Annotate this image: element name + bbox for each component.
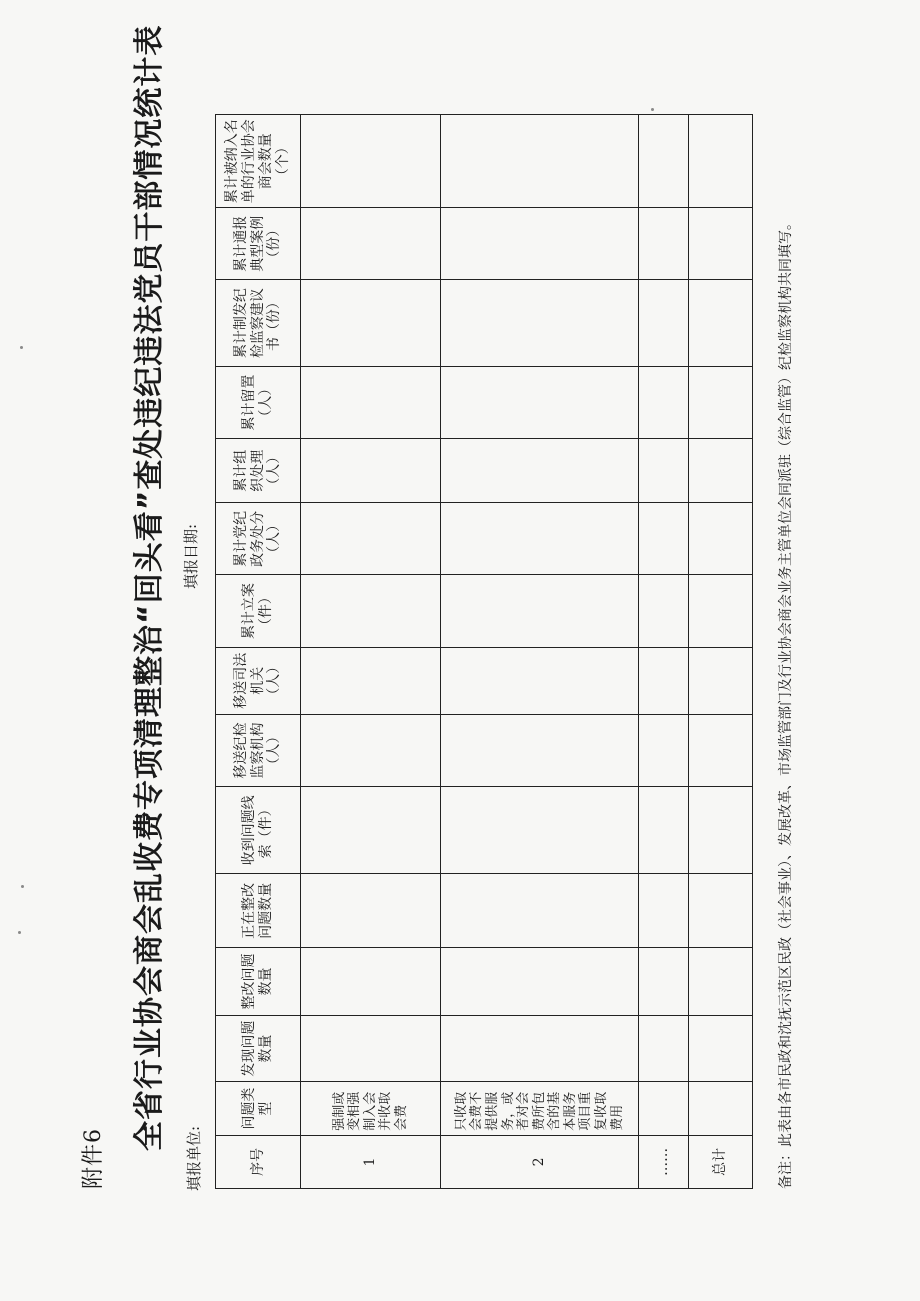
table-cell: [301, 575, 441, 648]
table-cell: [639, 208, 689, 280]
column-header: 累计被纳入名单的行业协会商会数量（个）: [216, 115, 301, 208]
fill-unit-label: 填报单位:: [185, 1125, 203, 1191]
table-row: [639, 115, 689, 1189]
table-cell: [689, 948, 753, 1016]
table-cell: [689, 647, 753, 714]
table-cell: [301, 948, 441, 1016]
page-title: 全省行业协会商会乱收费专项清理整治“回头看”查处违纪违法党员干部情况统计表: [132, 24, 167, 1151]
row-problem-type: 只收取会费不提供服务，或者对会费所包含的基本服务项目重复收取费用: [441, 1082, 639, 1135]
table-cell: [689, 503, 753, 575]
table-cell: [441, 714, 639, 787]
table-cell: [639, 503, 689, 575]
table-cell: [301, 714, 441, 787]
column-header: 累计通报典型案例（份）: [216, 208, 301, 280]
column-header: 累计留置（人）: [216, 367, 301, 439]
column-header: 累计党纪政务处分（人）: [216, 503, 301, 575]
column-header: 正在整改问题数量: [216, 874, 301, 948]
table-cell: [689, 1015, 753, 1082]
row-problem-type: 强制或变相强制入会并收取会费: [301, 1082, 441, 1135]
table-cell: [441, 503, 639, 575]
column-header: 收到问题线索（件）: [216, 787, 301, 874]
column-header: 整改问题数量: [216, 948, 301, 1016]
row-problem-type: [689, 1082, 753, 1135]
table-cell: [301, 503, 441, 575]
table-cell: [441, 787, 639, 874]
table-cell: [639, 647, 689, 714]
column-header: 序号: [216, 1135, 301, 1188]
table-cell: [639, 714, 689, 787]
table-cell: [441, 948, 639, 1016]
table-cell: [689, 208, 753, 280]
table-cell: [441, 1015, 639, 1082]
table-cell: [639, 1015, 689, 1082]
table-cell: [689, 874, 753, 948]
table-cell: [639, 575, 689, 648]
table-cell: [639, 874, 689, 948]
attachment-label: 附件6: [81, 1128, 106, 1189]
table-cell: [689, 367, 753, 439]
table-cell: [301, 367, 441, 439]
table-header-row: [216, 115, 301, 1189]
column-header: 累计制发纪检监察建议书（份）: [216, 280, 301, 367]
fill-date-label: 填报日期:: [182, 523, 200, 589]
table-row: [301, 115, 441, 1189]
table-cell: [689, 115, 753, 208]
table-cell: [301, 787, 441, 874]
table-cell: [689, 438, 753, 503]
table-cell: [689, 787, 753, 874]
table-cell: [301, 115, 441, 208]
table-cell: [639, 787, 689, 874]
table-cell: [639, 367, 689, 439]
table-cell: [441, 367, 639, 439]
column-header: 问题类型: [216, 1082, 301, 1135]
table-cell: [639, 438, 689, 503]
table-cell: [441, 575, 639, 648]
row-seq: 总计: [689, 1135, 753, 1188]
row-seq: 1: [301, 1135, 441, 1188]
table-cell: [441, 438, 639, 503]
table-cell: [441, 280, 639, 367]
table-cell: [301, 874, 441, 948]
table-cell: [689, 575, 753, 648]
column-header: 发现问题数量: [216, 1015, 301, 1082]
footer-note: 备注：此表由各市民政和沈抚示范区民政（社会事业）、发展改革、市场监管部门及行业协会商会业务主管单位会同派驻（综合监管）纪检监察机构共同填写。: [778, 216, 794, 1189]
table-row: [441, 115, 639, 1189]
column-header: 移送纪检监察机构（人）: [216, 714, 301, 787]
table-cell: [639, 948, 689, 1016]
table-row: [689, 115, 753, 1189]
table-cell: [639, 280, 689, 367]
table-cell: [689, 714, 753, 787]
table-cell: [689, 280, 753, 367]
column-header: 累计立案（件）: [216, 575, 301, 648]
column-header: 累计组织处理（人）: [216, 438, 301, 503]
row-seq: ……: [639, 1135, 689, 1188]
row-seq: 2: [441, 1135, 639, 1188]
table-cell: [441, 208, 639, 280]
table-cell: [441, 874, 639, 948]
table-cell: [301, 208, 441, 280]
statistics-table: [215, 114, 753, 1189]
table-cell: [441, 647, 639, 714]
table-cell: [441, 115, 639, 208]
table-cell: [301, 438, 441, 503]
row-problem-type: [639, 1082, 689, 1135]
column-header: 移送司法机关（人）: [216, 647, 301, 714]
table-cell: [301, 280, 441, 367]
table-cell: [301, 1015, 441, 1082]
table-cell: [301, 647, 441, 714]
table-cell: [639, 115, 689, 208]
